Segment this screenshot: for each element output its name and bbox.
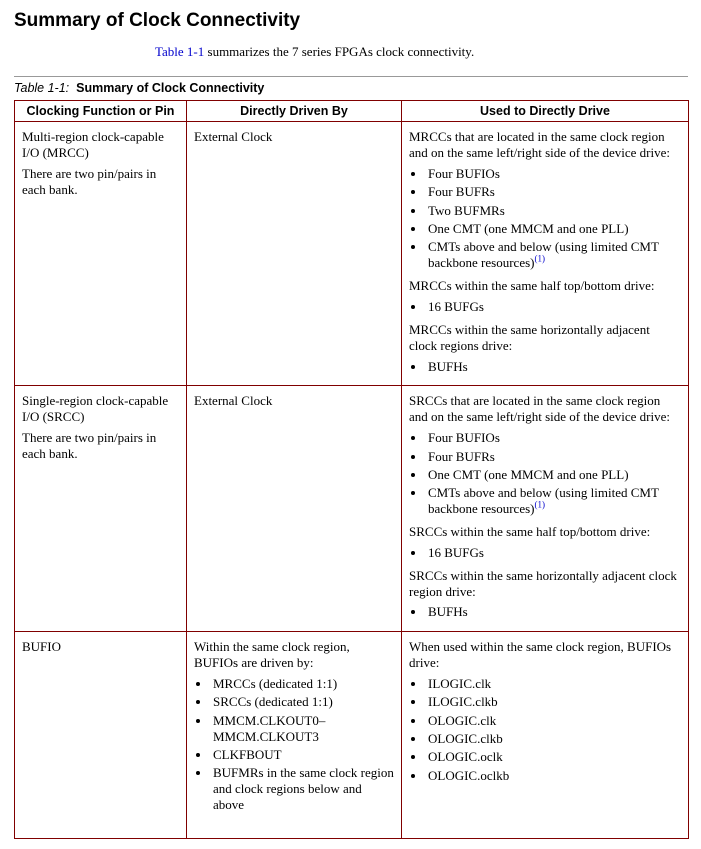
page-title: Summary of Clock Connectivity	[14, 10, 301, 31]
footnote-1-link[interactable]: (1)	[534, 499, 545, 510]
table-row-mrcc	[15, 122, 689, 386]
bullet-item: • Four BUFRs	[426, 449, 681, 465]
bullet-text: CMTs above and below (using limited CMT backbone resources)	[428, 485, 659, 517]
cell-directly-driven-by	[187, 122, 402, 386]
cell-paragraph: There are two pin/pairs in each bank.	[22, 165, 157, 197]
column-header-used-to-drive: Used to Directly Drive	[402, 101, 689, 122]
bullet-item: • Four BUFIOs	[426, 430, 681, 446]
cell-directly-driven-by	[187, 386, 402, 632]
cell-paragraph: Single-region clock-capable I/O (SRCC)	[22, 393, 169, 425]
bullet-item: • Four BUFIOs	[426, 166, 681, 182]
bullet-item: • OLOGIC.oclk	[426, 749, 681, 765]
bullet-item: • OLOGIC.clk	[426, 713, 681, 729]
cell-paragraph: There are two pin/pairs in each bank.	[22, 430, 157, 461]
bullet-item: • 16 BUFGs	[426, 299, 681, 315]
cell-used-to-drive	[402, 386, 689, 632]
intro-text: summarizes the 7 series FPGAs clock connectivity.	[204, 44, 475, 59]
cell-paragraph: When used within the same clock region, BUFIOs drive:	[409, 639, 672, 671]
cell-paragraph: External Clock	[194, 393, 273, 409]
cell-paragraph: SRCCs within the same horizontally adjacent clock region drive:	[409, 567, 677, 599]
table-caption	[14, 81, 688, 95]
caption-rule	[14, 76, 688, 77]
cell-paragraph: MRCCs that are located in the same clock region and on the same left/right side of the device drive:	[409, 129, 670, 161]
bullet-item: • BUFMRs in the same clock region and clock regions below and above	[211, 765, 394, 813]
cell-paragraph: External Clock	[194, 129, 273, 145]
table-header-row	[15, 101, 689, 122]
table-row-srcc	[15, 386, 689, 632]
cell-clocking-function	[15, 632, 187, 839]
bullet-text: CMTs above and below (using limited CMT backbone resources)	[428, 239, 659, 271]
bullet-item: • BUFHs	[426, 604, 681, 620]
cell-used-to-drive	[402, 632, 689, 839]
bullet-item: • Two BUFMRs	[426, 203, 681, 219]
bullet-list	[409, 166, 681, 271]
column-header-directly-driven-by: Directly Driven By	[187, 101, 402, 122]
bullet-list	[409, 359, 681, 375]
bullet-item	[426, 485, 681, 517]
clock-connectivity-table	[14, 100, 689, 839]
bullet-item: • OLOGIC.oclkb	[426, 768, 681, 784]
cell-clocking-function	[15, 386, 187, 632]
bullet-item: • ILOGIC.clk	[426, 676, 681, 692]
table-1-1-link[interactable]: Table 1-1	[155, 44, 205, 59]
bullet-list	[409, 604, 681, 620]
table-caption-title: Summary of Clock Connectivity	[76, 81, 265, 96]
cell-used-to-drive	[402, 122, 689, 386]
cell-paragraph: MRCCs within the same half top/bottom drive:	[409, 278, 655, 294]
column-header-clocking-function: Clocking Function or Pin	[15, 101, 187, 122]
bullet-item: • OLOGIC.clkb	[426, 731, 681, 747]
cell-paragraph: Multi-region clock-capable I/O (MRCC)	[22, 129, 164, 161]
bullet-item: • One CMT (one MMCM and one PLL)	[426, 467, 681, 483]
table-row-bufio	[15, 632, 689, 839]
bullet-item: • SRCCs (dedicated 1:1)	[211, 694, 394, 710]
bullet-item	[426, 239, 681, 271]
bullet-list	[409, 299, 681, 315]
bullet-list	[409, 430, 681, 517]
bullet-list	[409, 545, 681, 561]
bullet-item: • CLKFBOUT	[211, 747, 394, 763]
bullet-list	[194, 676, 394, 813]
cell-paragraph: BUFIO	[22, 639, 62, 655]
intro-paragraph	[155, 44, 688, 60]
table-caption-label: Table 1-1:	[14, 81, 70, 96]
cell-clocking-function	[15, 122, 187, 386]
bullet-item: • MRCCs (dedicated 1:1)	[211, 676, 394, 692]
bullet-item: • One CMT (one MMCM and one PLL)	[426, 221, 681, 237]
bullet-list	[409, 676, 681, 784]
bullet-item: • 16 BUFGs	[426, 545, 681, 561]
bullet-item: • BUFHs	[426, 359, 681, 375]
cell-paragraph: SRCCs within the same half top/bottom drive:	[409, 523, 651, 539]
bullet-item: • ILOGIC.clkb	[426, 694, 681, 710]
cell-paragraph: MRCCs within the same horizontally adjacent clock regions drive:	[409, 321, 650, 353]
cell-directly-driven-by	[187, 632, 402, 839]
cell-paragraph: Within the same clock region, BUFIOs are driven by:	[194, 639, 350, 671]
footnote-1-link[interactable]: (1)	[534, 253, 545, 264]
cell-paragraph: SRCCs that are located in the same clock region and on the same left/right side of the device drive:	[409, 393, 670, 425]
bullet-item: • Four BUFRs	[426, 184, 681, 200]
bullet-item: • MMCM.CLKOUT0–MMCM.CLKOUT3	[211, 713, 394, 745]
